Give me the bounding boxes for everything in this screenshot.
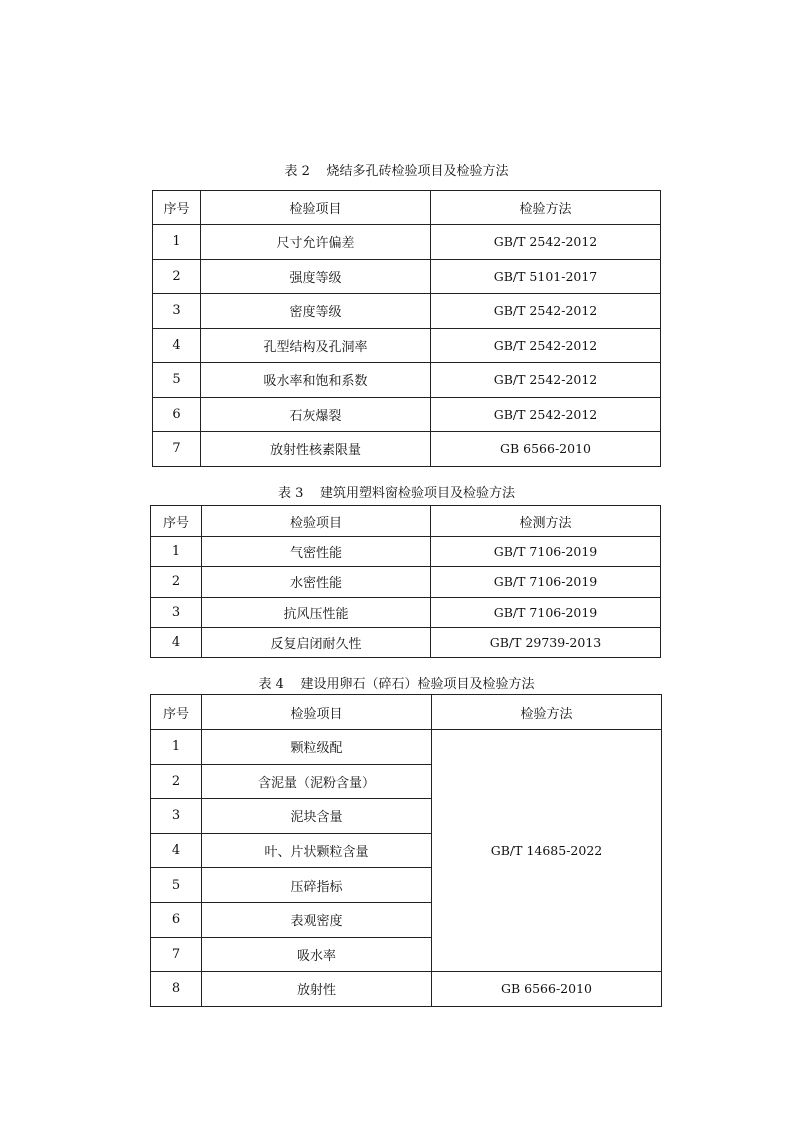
- header-cell: 检验项目: [202, 506, 431, 537]
- test-item: 气密性能: [202, 537, 431, 567]
- row-number: 7: [153, 432, 201, 467]
- test-item: 石灰爆裂: [201, 397, 431, 432]
- table-row: [151, 627, 661, 657]
- test-item: 放射性: [202, 972, 432, 1007]
- table-row: [153, 328, 661, 363]
- test-item: 叶、片状颗粒含量: [202, 833, 432, 868]
- merged-test-method: GB/T 14685-2022: [432, 730, 662, 972]
- test-item: 孔型结构及孔洞率: [201, 328, 431, 363]
- table2-caption: 表 2 烧结多孔砖检验项目及检验方法: [284, 164, 509, 179]
- header-cell: 检验方法: [431, 191, 661, 225]
- table-row: [151, 972, 662, 1007]
- test-method: GB/T 2542-2012: [431, 294, 661, 329]
- test-item: 吸水率: [202, 937, 432, 972]
- row-number: 1: [151, 537, 202, 567]
- test-method: GB/T 2542-2012: [431, 328, 661, 363]
- table2-header-row: [153, 191, 661, 225]
- row-number: 1: [153, 225, 201, 260]
- table-row: [151, 730, 662, 765]
- row-number: 6: [153, 397, 201, 432]
- table3-header-row: [151, 506, 661, 537]
- table-row: [151, 537, 661, 567]
- row-number: 3: [151, 799, 202, 834]
- test-method: GB 6566-2010: [431, 432, 661, 467]
- test-method: GB/T 29739-2013: [431, 627, 661, 657]
- header-cell: 序号: [151, 695, 202, 730]
- table2: [152, 190, 661, 467]
- table-row: [151, 567, 661, 597]
- table-row: [151, 597, 661, 627]
- row-number: 5: [151, 868, 202, 903]
- test-item: 放射性核素限量: [201, 432, 431, 467]
- row-number: 4: [153, 328, 201, 363]
- header-cell: 检验项目: [201, 191, 431, 225]
- table3-caption: 表 3 建筑用塑料窗检验项目及检验方法: [278, 486, 515, 501]
- test-item: 泥块含量: [202, 799, 432, 834]
- test-item: 表观密度: [202, 902, 432, 937]
- row-number: 3: [153, 294, 201, 329]
- test-method: GB/T 7106-2019: [431, 537, 661, 567]
- test-item: 吸水率和饱和系数: [201, 363, 431, 398]
- table3: [150, 505, 661, 658]
- header-cell: 序号: [153, 191, 201, 225]
- test-method: GB 6566-2010: [432, 972, 662, 1007]
- row-number: 3: [151, 597, 202, 627]
- test-method: GB/T 2542-2012: [431, 363, 661, 398]
- header-cell: 检测方法: [431, 506, 661, 537]
- test-method: GB/T 5101-2017: [431, 259, 661, 294]
- row-number: 4: [151, 833, 202, 868]
- test-item: 密度等级: [201, 294, 431, 329]
- table-row: [153, 397, 661, 432]
- row-number: 2: [151, 764, 202, 799]
- row-number: 1: [151, 730, 202, 765]
- row-number: 2: [151, 567, 202, 597]
- test-method: GB/T 2542-2012: [431, 397, 661, 432]
- test-item: 水密性能: [202, 567, 431, 597]
- row-number: 7: [151, 937, 202, 972]
- table4-caption: 表 4 建设用卵石（碎石）检验项目及检验方法: [258, 677, 535, 692]
- test-item: 抗风压性能: [202, 597, 431, 627]
- table-row: [153, 294, 661, 329]
- test-item: 颗粒级配: [202, 730, 432, 765]
- test-item: 压碎指标: [202, 868, 432, 903]
- test-method: GB/T 2542-2012: [431, 225, 661, 260]
- test-item: 反复启闭耐久性: [202, 627, 431, 657]
- row-number: 5: [153, 363, 201, 398]
- table4-header-row: [151, 695, 662, 730]
- table-row: [153, 432, 661, 467]
- test-method: GB/T 7106-2019: [431, 567, 661, 597]
- row-number: 2: [153, 259, 201, 294]
- test-item: 强度等级: [201, 259, 431, 294]
- table-row: [153, 225, 661, 260]
- row-number: 6: [151, 902, 202, 937]
- table4: [150, 694, 662, 1007]
- test-method: GB/T 7106-2019: [431, 597, 661, 627]
- header-cell: 检验方法: [432, 695, 662, 730]
- row-number: 4: [151, 627, 202, 657]
- table-row: [153, 363, 661, 398]
- header-cell: 序号: [151, 506, 202, 537]
- row-number: 8: [151, 972, 202, 1007]
- test-item: 尺寸允许偏差: [201, 225, 431, 260]
- test-item: 含泥量（泥粉含量）: [202, 764, 432, 799]
- header-cell: 检验项目: [202, 695, 432, 730]
- table-row: [153, 259, 661, 294]
